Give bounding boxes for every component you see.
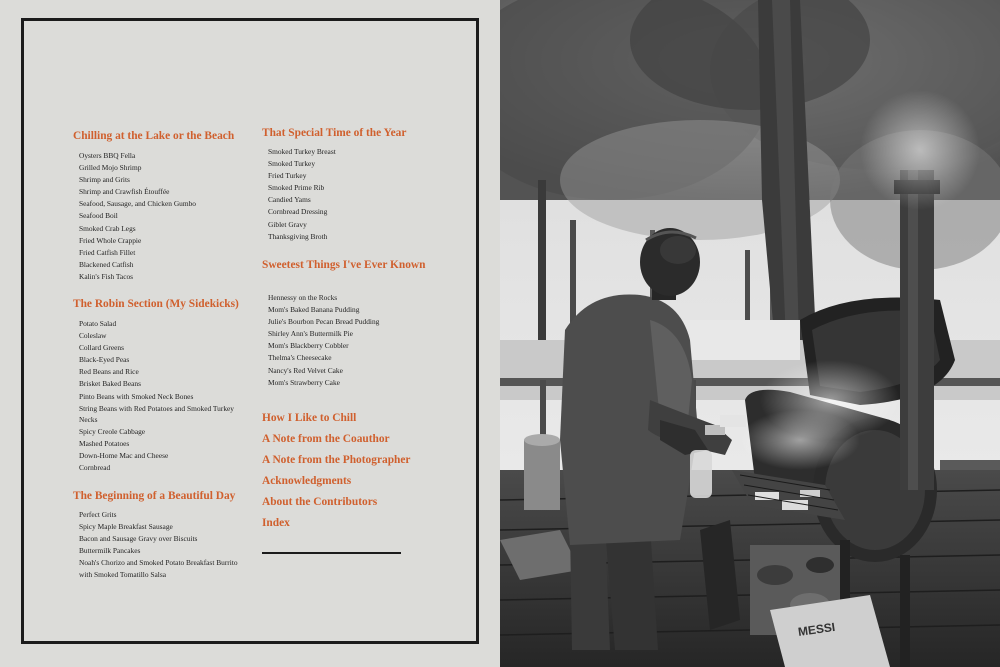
recipe-item[interactable]: Blackened Catfish [79, 259, 134, 269]
recipe-item[interactable]: Cornbread Dressing [268, 207, 328, 217]
section-title[interactable]: The Robin Section (My Sidekicks) [73, 298, 239, 310]
recipe-item[interactable]: Cornbread [79, 463, 111, 473]
recipe-item[interactable]: Smoked Prime Rib [268, 183, 325, 193]
recipe-list [262, 146, 336, 243]
recipe-list [262, 292, 379, 389]
recipe-item[interactable]: Fried Catfish Fillet [79, 247, 136, 257]
recipe-item[interactable]: Seafood, Sausage, and Chicken Gumbo [79, 199, 196, 209]
recipe-item[interactable]: Shrimp and Crawfish Étouffée [79, 187, 170, 197]
recipe-item[interactable]: Red Beans and Rice [79, 367, 139, 377]
recipe-item[interactable]: Smoked Turkey [268, 159, 316, 169]
recipe-item[interactable]: Black-Eyed Peas [79, 355, 130, 365]
recipe-item[interactable]: Coleslaw [79, 331, 107, 341]
section-title[interactable]: Chilling at the Lake or the Beach [73, 130, 235, 142]
bag-label: MESSI [797, 619, 837, 640]
recipe-list [73, 509, 239, 581]
recipe-item[interactable]: Shrimp and Grits [79, 175, 130, 185]
recipe-item[interactable]: Mom's Blackberry Cobbler [268, 341, 349, 351]
divider-rule [262, 552, 401, 554]
recipe-item[interactable]: Mashed Potatoes [79, 438, 130, 448]
recipe-item[interactable]: Fried Turkey [268, 171, 307, 181]
photo-illustration [500, 0, 1000, 667]
section-title[interactable]: A Note from the Photographer [262, 454, 411, 466]
recipe-item[interactable]: Hennessy on the Rocks [268, 293, 338, 302]
recipe-item[interactable]: Mom's Strawberry Cake [268, 377, 340, 387]
recipe-item[interactable]: Pinto Beans with Smoked Neck Bones [79, 391, 194, 401]
recipe-item[interactable]: Julie's Bourbon Pecan Bread Pudding [268, 317, 380, 327]
recipe-item[interactable]: Candied Yams [268, 195, 311, 205]
recipe-item[interactable]: Perfect Grits [79, 510, 117, 519]
recipe-item[interactable]: Brisket Baked Beans [79, 379, 141, 389]
recipe-item[interactable]: Giblet Gravy [268, 219, 307, 229]
recipe-item[interactable]: Spicy Creole Cabbage [79, 426, 146, 436]
recipe-item[interactable]: Spicy Maple Breakfast Sausage [79, 522, 173, 532]
recipe-list [73, 318, 239, 474]
section-title[interactable]: The Beginning of a Beautiful Day [73, 490, 236, 502]
recipe-item[interactable]: Fried Whole Crappie [79, 235, 142, 245]
recipe-item[interactable]: Down-Home Mac and Cheese [79, 451, 169, 461]
recipe-item[interactable]: Shirley Ann's Buttermilk Pie [268, 329, 353, 339]
recipe-item[interactable]: Grilled Mojo Shrimp [79, 163, 142, 173]
section-title[interactable]: A Note from the Coauthor [262, 433, 390, 445]
recipe-list [73, 150, 196, 283]
recipe-item[interactable]: Buttermilk Pancakes [79, 546, 141, 556]
recipe-item[interactable]: Mom's Baked Banana Pudding [268, 305, 360, 315]
photo-man-at-smoker [500, 0, 1000, 667]
recipe-item[interactable]: Oysters BBQ Fella [79, 151, 136, 160]
section-title[interactable]: Acknowledgments [262, 475, 352, 487]
recipe-item[interactable]: Noah's Chorizo and Smoked Potato Breakfast Burrito with Smoked Tomatillo Salsa [79, 558, 238, 579]
recipe-item[interactable]: Potato Salad [79, 319, 117, 328]
recipe-item[interactable]: Collard Greens [79, 343, 124, 353]
section-title[interactable]: How I Like to Chill [262, 412, 357, 424]
section-title[interactable]: Index [262, 517, 290, 529]
section-title[interactable]: That Special Time of the Year [262, 127, 407, 139]
recipe-item[interactable]: Bacon and Sausage Gravy over Biscuits [79, 534, 198, 544]
recipe-item[interactable]: Thanksgiving Broth [268, 231, 328, 241]
recipe-item[interactable]: Smoked Turkey Breast [268, 147, 336, 156]
section-title[interactable]: Sweetest Things I've Ever Known [262, 259, 426, 271]
recipe-item[interactable]: String Beans with Red Potatoes and Smoked Turkey Necks [79, 403, 234, 425]
recipe-item[interactable]: Thelma's Cheesecake [268, 353, 332, 363]
section-title[interactable]: About the Contributors [262, 496, 378, 508]
recipe-item[interactable]: Kalin's Fish Tacos [79, 271, 134, 281]
recipe-item[interactable]: Nancy's Red Velvet Cake [268, 365, 343, 375]
recipe-item[interactable]: Seafood Boil [79, 211, 118, 221]
recipe-item[interactable]: Smoked Crab Legs [79, 223, 136, 233]
